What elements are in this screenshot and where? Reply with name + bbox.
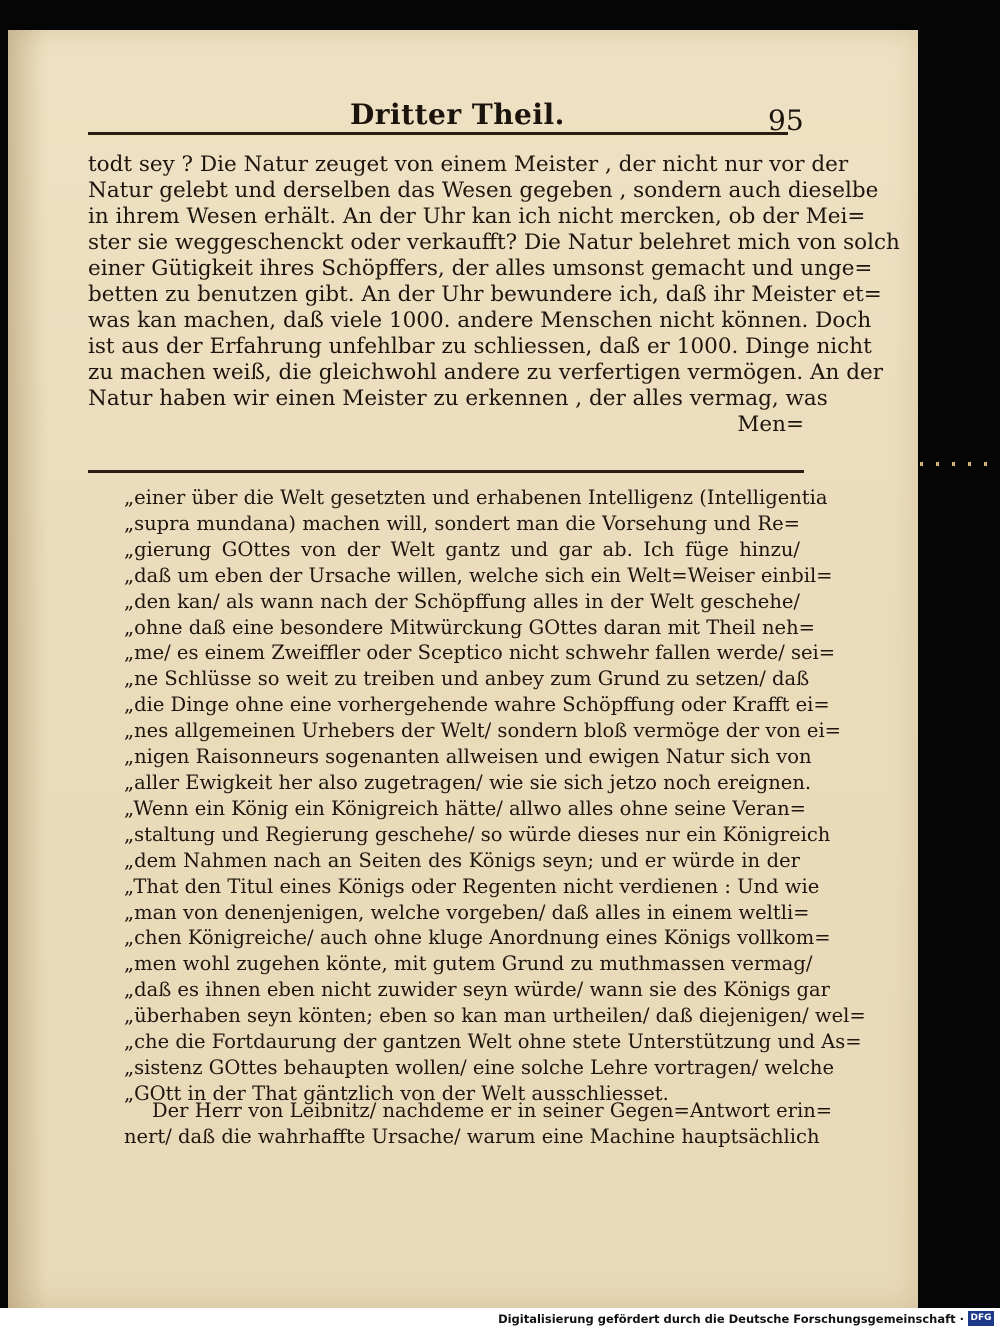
main-text-block: [88, 152, 900, 438]
catchword: Men=: [737, 412, 804, 437]
quote-line: „dem Nahmen nach an Seiten des Königs seyn; und er würde in der: [124, 848, 800, 872]
quote-line: „die Dinge ohne eine vorhergehende wahre Schöpffung oder Krafft ei=: [124, 693, 830, 717]
quote-line: „man von denenjenigen, welche vorgeben/ daß alles in einem weltli=: [124, 900, 810, 924]
quote-line: „men wohl zugehen könte, mit gutem Grund zu muthmassen vermag/: [124, 952, 813, 976]
quote-line: „aller Ewigkeit her also zugetragen/ wie sie sich jetzo noch ereignen.: [124, 770, 812, 794]
text-line: was kan machen, daß viele 1000. andere Menschen nicht können. Doch: [88, 308, 872, 333]
quote-line: „staltung und Regierung geschehe/ so würde dieses nur ein Königreich: [124, 822, 831, 846]
quote-line: „überhaben seyn könten; eben so kan man urtheilen/ daß diejenigen/ wel=: [124, 1004, 866, 1028]
page-number: 95: [768, 104, 804, 137]
text-line: todt sey ? Die Natur zeuget von einem Meister , der nicht nur vor der: [88, 152, 849, 177]
quote-line: „daß es ihnen eben nicht zuwider seyn würde/ wann sie des Königs gar: [124, 978, 830, 1002]
quote-line: „nes allgemeinen Urhebers der Welt/ sondern bloß vermöge der von ei=: [124, 719, 842, 743]
quote-line: „me/ es einem Zweiffler oder Sceptico nicht schwehr fallen werde/ sei=: [124, 641, 836, 665]
quote-line: „chen Königreiche/ auch ohne kluge Anordnung eines Königs vollkom=: [124, 926, 831, 950]
credit-text: Digitalisierung gefördert durch die Deutsche Forschungsgemeinschaft ·: [498, 1312, 964, 1326]
text-line: betten zu benutzen gibt. An der Uhr bewundere ich, daß ihr Meister et=: [88, 282, 882, 307]
page-header: [88, 90, 808, 140]
paragraph-line: nert/ daß die wahrhaffte Ursache/ warum eine Machine hauptsächlich: [124, 1125, 820, 1148]
quote-line: „GOtt in der That gäntzlich von der Welt ausschliesset.: [124, 1081, 669, 1105]
quote-line: „sistenz GOttes behaupten wollen/ eine solche Lehre vortragen/ welche: [124, 1055, 834, 1079]
paragraph-block: [124, 1098, 833, 1150]
quote-line: „That den Titul eines Königs oder Regenten nicht verdienen : Und wie: [124, 874, 820, 898]
paragraph-line: Der Herr von Leibnitz/ nachdeme er in seiner Gegen=Antwort erin=: [152, 1099, 833, 1122]
quote-line: „einer über die Welt gesetzten und erhabenen Intelligenz (Intelligentia: [124, 486, 828, 509]
quote-line: „daß um eben der Ursache willen, welche sich ein Welt=Weiser einbil=: [124, 563, 833, 587]
quote-line: „Wenn ein König ein Königreich hätte/ allwo alles ohne seine Veran=: [124, 796, 806, 820]
quote-line: „den kan/ als wann nach der Schöpffung alles in der Welt geschehe/: [124, 589, 800, 613]
book-page: [8, 30, 918, 1308]
dfg-logo-icon: DFG: [968, 1311, 994, 1326]
text-line: einer Gütigkeit ihres Schöpffers, der alles umsonst gemacht und unge=: [88, 256, 873, 281]
quote-line: „nigen Raisonneurs sogenanten allweisen und ewigen Natur sich von: [124, 745, 812, 769]
quote-line: „ohne daß eine besondere Mitwürckung GOttes daran mit Theil neh=: [124, 615, 815, 639]
header-rule: [88, 132, 788, 135]
credit-bar: [0, 1308, 1000, 1329]
quote-line: „che die Fortdaurung der gantzen Welt ohne stete Unterstützung und As=: [124, 1030, 862, 1054]
quotation-block: [124, 485, 866, 1107]
text-line: ster sie weggeschenckt oder verkaufft? Die Natur belehret mich von solch: [88, 230, 900, 255]
text-line: Natur gelebt und derselben das Wesen gegeben , sondern auch dieselbe: [88, 178, 879, 203]
quote-line: „supra mundana) machen will, sondert man die Vorsehung und Re=: [124, 511, 800, 535]
text-line: ist aus der Erfahrung unfehlbar zu schliessen, daß er 1000. Dinge nicht: [88, 334, 872, 359]
footnote-separator: [88, 470, 804, 473]
running-title: Dritter Theil.: [350, 98, 565, 131]
quote-line: „gierung GOttes von der Welt gantz und gar ab. Ich füge hinzu/: [124, 537, 800, 561]
text-line: Natur haben wir einen Meister zu erkennen , der alles vermag, was: [88, 386, 828, 411]
text-line: zu machen weiß, die gleichwohl andere zu verfertigen vermögen. An der: [88, 360, 884, 385]
text-line: in ihrem Wesen erhält. An der Uhr kan ich nicht mercken, ob der Mei=: [88, 204, 866, 229]
scan-edge-marks: [920, 462, 1000, 466]
quote-line: „ne Schlüsse so weit zu treiben und anbey zum Grund zu setzen/ daß: [124, 667, 810, 691]
